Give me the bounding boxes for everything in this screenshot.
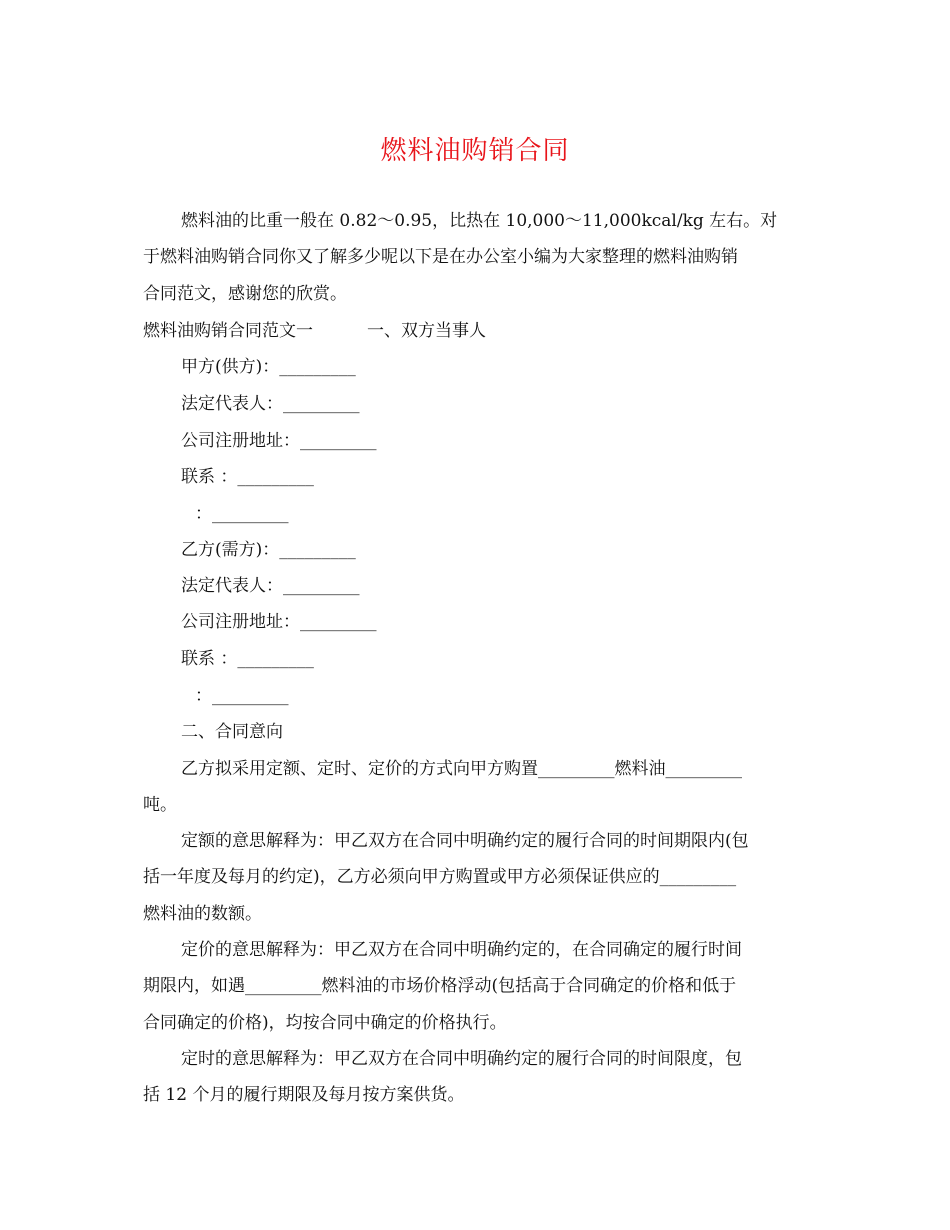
section-1-heading: 一、双方当事人 (367, 321, 486, 341)
paragraph-3-line-1: 定价的意思解释为：甲乙双方在合同中明确约定的，在合同确定的履行时间 (181, 940, 742, 960)
section-2-heading: 二、合同意向 (181, 722, 283, 742)
party-b-address: 公司注册地址：_________ (181, 612, 377, 632)
party-b-contact: 联系 ：_________ (181, 649, 314, 669)
intro-line-1: 燃料油的比重一般在 0.82～0.95，比热在 10,000～11,000kcal/kg 左右。对 (181, 211, 778, 231)
party-a-contact-2: ：_________ (195, 504, 289, 524)
party-b-label: 乙方(需方)：_________ (181, 540, 356, 560)
paragraph-1-line-2: 吨。 (143, 795, 177, 815)
paragraph-3-line-2: 期限内，如遇_________燃料油的市场价格浮动(包括高于合同确定的价格和低于 (143, 976, 737, 996)
paragraph-2-line-1: 定额的意思解释为：甲乙双方在合同中明确约定的履行合同的时间期限内(包 (181, 831, 749, 851)
party-a-representative: 法定代表人：_________ (181, 394, 360, 414)
intro-line-3: 合同范文，感谢您的欣赏。 (143, 284, 347, 304)
paragraph-1-line-1: 乙方拟采用定额、定时、定价的方式向甲方购置_________燃料油_________ (181, 759, 742, 779)
party-a-contact: 联系 ：_________ (181, 467, 314, 487)
party-a-label: 甲方(供方)：_________ (181, 357, 356, 377)
document-title: 燃料油购销合同 (380, 136, 570, 166)
paragraph-4-line-1: 定时的意思解释为：甲乙双方在合同中明确约定的履行合同的时间限度，包 (181, 1049, 742, 1069)
party-b-contact-2: ：_________ (195, 686, 289, 706)
paragraph-2-line-3: 燃料油的数额。 (143, 904, 262, 924)
paragraph-3-line-3: 合同确定的价格)，均按合同中确定的价格执行。 (143, 1013, 507, 1033)
paragraph-4-line-2: 括 12 个月的履行期限及每月按方案供货。 (143, 1085, 465, 1105)
party-a-address: 公司注册地址：_________ (181, 431, 377, 451)
sample-heading: 燃料油购销合同范文一 (143, 321, 313, 341)
party-b-representative: 法定代表人：_________ (181, 576, 360, 596)
intro-line-2: 于燃料油购销合同你又了解多少呢以下是在办公室小编为大家整理的燃料油购销 (143, 247, 738, 267)
paragraph-2-line-2: 括一年度及每月的约定)，乙方必须向甲方购置或甲方必须保证供应的_________ (143, 867, 737, 887)
